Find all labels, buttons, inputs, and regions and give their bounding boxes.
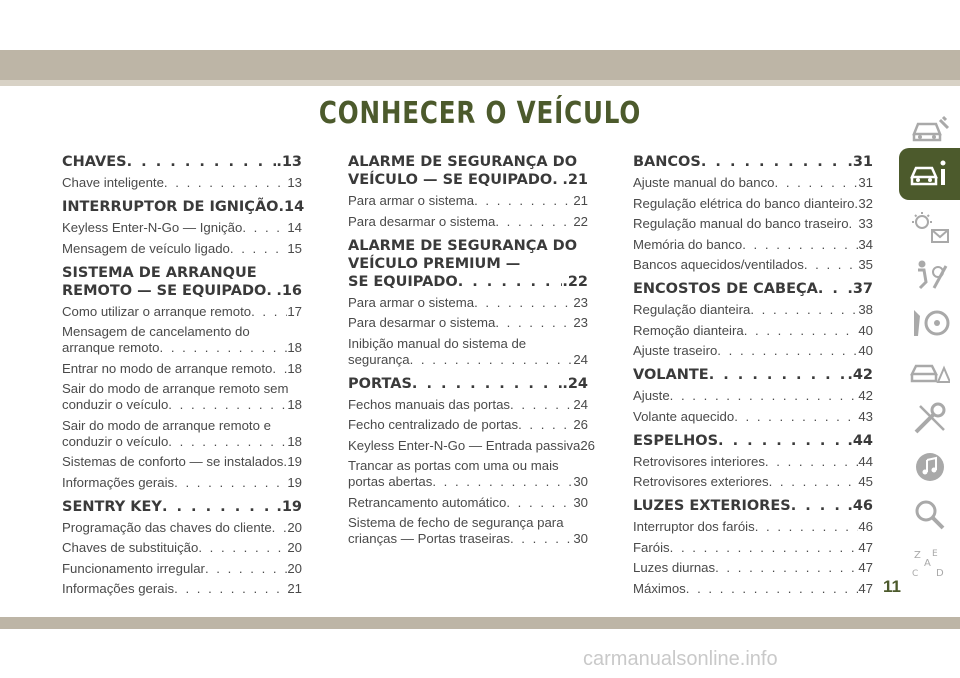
dot-leader [552,171,562,189]
toc-entry[interactable] [62,475,302,491]
toc-entry-title: LUZES EXTERIORES [633,498,791,514]
toc-entry-title: Memória do banco [633,236,743,252]
toc-line: SISTEMA DE ARRANQUE [62,264,257,281]
tab-search[interactable] [899,492,960,538]
dot-leader [266,282,276,300]
toc-entry[interactable] [633,196,873,212]
dot-leader [670,388,859,404]
toc-entry-title: Interruptor dos faróis [633,519,755,534]
toc-page-number: 13 [287,175,302,190]
toc-section-heading[interactable] [62,264,302,300]
dot-leader [164,175,287,191]
toc-column-2 [348,153,596,552]
toc-entry[interactable] [348,437,596,454]
toc-page-number: 46 [858,519,873,534]
dot-leader [458,273,563,291]
dot-leader [804,257,859,273]
toc-section-heading[interactable] [633,153,873,171]
hazard-car-icon [910,354,950,388]
toc-entry-title: SENTRY KEY [62,498,162,515]
dot-leader [742,237,858,253]
toc-entry-title: Funcionamento irregular [62,560,205,576]
toc-page-number: .31 [847,154,873,170]
toc-section-heading[interactable] [62,498,302,516]
toc-line: Trancar as portas com uma ou mais [348,458,559,473]
warning-lights-icon [910,210,950,244]
toc-entry[interactable] [62,520,302,536]
toc-column-3 [633,153,873,601]
toc-entry-title: Faróis [633,539,670,555]
toc-page-number: .21 [562,172,588,188]
car-wrench-icon [910,112,950,146]
toc-page-number: 24 [573,396,588,412]
dot-leader [160,340,288,356]
toc-entry[interactable] [348,515,588,547]
toc-line: ALARME DE SEGURANÇA DO [348,154,578,170]
toc-page-number: 31 [858,175,873,190]
toc-page-number: .19 [276,498,302,515]
svg-text:C: C [911,569,918,579]
toc-entry-title: Informações gerais [62,581,175,596]
dot-leader [791,497,848,515]
dot-leader [162,498,276,516]
dot-leader [718,432,847,450]
toc-page-number: 20 [287,540,302,555]
toc-page-number: 47 [858,560,873,575]
svg-text:A: A [923,558,931,569]
toc-column-1 [62,153,305,602]
toc-entry-title: crianças — Portas traseiras [348,531,510,546]
toc-page-number: 20 [287,560,302,576]
page-number: 11 [883,577,901,596]
dot-leader [670,540,859,556]
dot-leader [432,474,573,490]
toc-entry-title: Regulação dianteira [633,302,751,317]
toc-page-number: 19 [287,454,302,469]
dot-leader [506,495,573,511]
dot-leader [251,304,287,320]
toc-page-number: 19 [287,474,302,490]
toc-page-number: .37 [847,281,873,297]
toc-entry-title: Para armar o sistema [348,294,475,310]
toc-entry-title: Remoção dianteira [633,322,744,338]
toc-entry[interactable] [633,323,873,339]
tab-hazard-car[interactable] [899,348,960,394]
toc-page-number: 20 [287,519,302,535]
toc-entry-title: Entrar no modo de arranque remoto [62,360,273,376]
toc-page-number: 23 [573,315,588,330]
toc-entry-title: Retrovisores exteriores [633,474,769,489]
dot-leader [518,417,573,433]
toc-entry-title: Fecho centralizado de portas [348,417,519,432]
toc-entry[interactable] [633,237,873,253]
toc-entry[interactable] [633,474,873,490]
toc-entry-title: Para armar o sistema [348,193,475,208]
toc-entry[interactable] [633,257,873,273]
toc-section-heading[interactable] [348,237,588,291]
toc-page-number: 18 [287,433,302,449]
toc-entry-title: Máximos [633,580,686,596]
toc-entry-title: Como utilizar o arranque remoto [62,303,252,319]
dot-leader [849,216,859,232]
toc-page-number: 44 [858,453,873,469]
toc-entry-title: Keyless Enter-N-Go — Ignição [62,220,243,235]
toc-entry-title: Programação das chaves do cliente [62,519,272,535]
toc-page-number: 35 [858,257,873,272]
toc-entry[interactable] [62,241,302,257]
toc-entry-title: INTERRUPTOR DE IGNIÇÃO [62,199,279,215]
toc-page-number: 30 [573,531,588,546]
toc-page-number: 40 [858,322,873,338]
toc-entry[interactable] [633,409,873,425]
toc-section-heading[interactable] [633,432,873,450]
toc-line: Mensagem de cancelamento do [62,324,250,339]
toc-entry[interactable] [633,388,873,404]
toc-entry-title: SE EQUIPADO [348,273,458,290]
dot-leader [168,434,287,450]
dot-leader [272,361,287,377]
toc-entry-title: REMOTO — SE EQUIPADO [62,282,267,299]
toc-entry[interactable] [348,315,588,331]
toc-line: ALARME DE SEGURANÇA DO [348,237,578,254]
toc-page-number: 18 [287,360,302,376]
dot-leader [230,241,287,257]
search-icon [910,498,950,532]
toc-page-number: 47 [858,539,873,555]
toc-entry[interactable] [348,193,588,209]
music-nav-icon [910,450,950,484]
toc-entry-title: Ajuste [633,388,670,403]
toc-page-number: 21 [287,581,302,596]
toc-entry[interactable] [348,336,588,368]
dot-leader [818,280,847,298]
toc-page-number: 30 [573,474,588,489]
toc-entry[interactable] [633,454,873,470]
toc-entry-title: Regulação elétrica do banco dianteiro [633,195,855,211]
dot-leader [769,474,859,490]
svg-text:E: E [931,549,938,559]
toc-entry-title: VOLANTE [633,367,709,383]
dot-leader [686,581,859,597]
toc-entry-title: Keyless Enter-N-Go — Entrada passiva [348,437,581,453]
toc-page-number: 43 [858,408,873,424]
toc-page-number: 21 [573,193,588,208]
toc-entry[interactable] [348,397,588,413]
watermark: carmanualsonline.info [583,648,778,670]
toc-entry[interactable] [62,175,302,191]
toc-section-heading[interactable] [633,366,873,384]
toc-page-number: 40 [858,343,873,358]
toc-page-number: 30 [573,494,588,510]
chapter-tabs [899,106,960,602]
toc-entry[interactable] [62,540,302,556]
dot-leader [205,561,287,577]
toc-entry-title: Sistemas de conforto — se instalados [62,454,284,469]
toc-entry-title: Volante aquecido [633,408,735,424]
toc-entry-title: Para desarmar o sistema [348,213,496,229]
toc-page-number: 42 [858,388,873,403]
svg-text:Z: Z [913,550,921,561]
toc-entry-title: Chaves de substituição [62,540,199,555]
toc-entry[interactable] [62,324,302,356]
toc-entry[interactable] [62,220,302,236]
car-info-icon [910,157,950,191]
tab-car-wrench[interactable] [899,106,960,152]
tab-warning-lights[interactable] [899,204,960,250]
toc-entry[interactable] [633,343,873,359]
toc-entry-title: Para desarmar o sistema [348,315,496,330]
bottom-band [0,617,960,629]
toc-entry-title: Retrancamento automático [348,494,507,510]
toc-section-heading[interactable] [633,280,873,298]
toc-entry[interactable] [633,519,873,535]
dot-leader [775,175,859,191]
toc-page-number: 18 [287,397,302,412]
toc-entry[interactable] [348,495,588,511]
dot-leader [510,397,573,413]
dot-leader [717,343,858,359]
dot-leader [765,454,858,470]
toc-page-number: .14 [278,199,305,215]
airbag-icon [910,258,950,292]
toc-line: Sistema de fecho de segurança para [348,515,564,530]
toc-entry-title: Ajuste manual do banco [633,175,775,190]
tab-alphabet-index[interactable] [899,540,960,586]
toc-entry[interactable] [348,417,588,433]
wrench-tools-icon [910,402,950,436]
dot-leader [750,302,858,318]
toc-section-heading[interactable] [348,153,588,189]
key-steering-icon [910,306,950,340]
toc-entry[interactable] [62,454,302,470]
toc-page-number: 45 [858,474,873,489]
dot-leader [734,409,858,425]
toc-page-number: 18 [287,340,302,355]
toc-line: Inibição manual do sistema de [348,335,527,351]
toc-page-number: 26 [580,437,596,453]
dot-leader [744,323,859,339]
toc-entry[interactable] [62,418,302,450]
toc-section-heading[interactable] [633,497,873,515]
toc-entry[interactable] [633,302,873,318]
toc-page-number: 22 [573,213,588,229]
toc-page-number: 15 [287,240,302,256]
dot-leader [495,214,573,230]
toc-page-number: 26 [573,417,588,432]
toc-entry-title: Ajuste traseiro [633,343,718,358]
dot-leader [127,153,277,171]
toc-page-number: 23 [573,294,588,310]
toc-entry-title: Informações gerais [62,474,175,490]
toc-entry-title: Luzes diurnas [633,560,716,575]
toc-line: VEÍCULO PREMIUM — [348,255,521,272]
toc-page-number: 17 [287,303,302,319]
toc-entry-title: Regulação manual do banco traseiro [633,216,849,231]
tab-key-steering[interactable] [899,300,960,346]
toc-entry-title: ESPELHOS [633,432,719,449]
toc-entry[interactable] [62,581,302,597]
toc-entry-title: conduzir o veículo [62,397,169,412]
toc-page-number: .13 [276,154,302,170]
toc-page-number: 47 [858,580,873,596]
toc-entry-title: conduzir o veículo [62,433,169,449]
page-title: CONHECER O VEÍCULO [318,96,642,131]
toc-entry-title: arranque remoto [62,340,160,355]
tab-airbag[interactable] [899,252,960,298]
svg-text:D: D [935,568,944,579]
toc-entry[interactable] [633,581,873,597]
dot-leader [474,295,573,311]
toc-entry[interactable] [348,295,588,311]
tab-car-info[interactable] [899,148,960,200]
toc-section-heading[interactable] [348,375,588,393]
dot-leader [174,581,287,597]
dot-leader [272,520,288,536]
toc-page-number: .46 [847,498,873,514]
top-band-light [0,80,960,86]
toc-section-heading[interactable] [62,198,305,216]
toc-entry[interactable] [62,561,302,577]
toc-page-number: .16 [276,282,302,299]
dot-leader [198,540,287,556]
toc-line: Sair do modo de arranque remoto e [62,417,271,433]
top-band [0,50,960,80]
dot-leader [410,352,574,368]
dot-leader [755,519,859,535]
toc-entry-title: Fechos manuais das portas [348,396,510,412]
dot-leader [701,153,847,171]
alphabet-index-icon [910,546,950,580]
dot-leader [168,397,287,413]
toc-entry-title: PORTAS [348,375,412,392]
toc-entry-title: BANCOS [633,154,701,170]
toc-page-number: .42 [847,367,873,383]
toc-line: Sair do modo de arranque remoto sem [62,381,289,396]
dot-leader [715,560,858,576]
toc-section-heading[interactable] [62,153,302,171]
toc-entry-title: portas abertas [348,474,433,489]
dot-leader [412,375,562,393]
toc-page-number: 14 [287,220,302,235]
toc-entry-title: Retrovisores interiores [633,453,765,469]
toc-page-number: .22 [562,273,588,290]
toc-entry[interactable] [633,216,873,232]
toc-page-number: 34 [858,236,873,252]
dot-leader [709,366,848,384]
toc-page-number: 32 [858,195,873,211]
toc-entry-title: segurança [348,351,410,367]
toc-entry[interactable] [633,175,873,191]
toc-page-number: 33 [858,216,873,231]
toc-page-number: 24 [573,351,588,367]
toc-entry-title: Bancos aquecidos/ventilados [633,257,804,272]
toc-entry[interactable] [348,214,588,230]
toc-entry-title: ENCOSTOS DE CABEÇA [633,281,818,297]
toc-page-number: 38 [858,302,873,317]
dot-leader [474,193,573,209]
toc-entry[interactable] [62,304,302,320]
toc-entry-title: VEÍCULO — SE EQUIPADO [348,172,553,188]
toc-entry[interactable] [348,458,588,490]
toc-entry[interactable] [62,381,302,413]
tab-music-nav[interactable] [899,444,960,490]
dot-leader [495,315,573,331]
tab-wrench-tools[interactable] [899,396,960,442]
dot-leader [242,220,287,236]
dot-leader [510,531,573,547]
toc-entry-title: Chave inteligente [62,175,164,190]
toc-entry-title: CHAVES [62,154,127,170]
toc-entry[interactable] [633,560,873,576]
toc-entry-title: Mensagem de veículo ligado [62,240,230,256]
toc-page-number: .44 [847,432,873,449]
dot-leader [174,475,287,491]
toc-entry[interactable] [633,540,873,556]
toc-page-number: .24 [562,375,588,392]
toc-entry[interactable] [62,361,302,377]
